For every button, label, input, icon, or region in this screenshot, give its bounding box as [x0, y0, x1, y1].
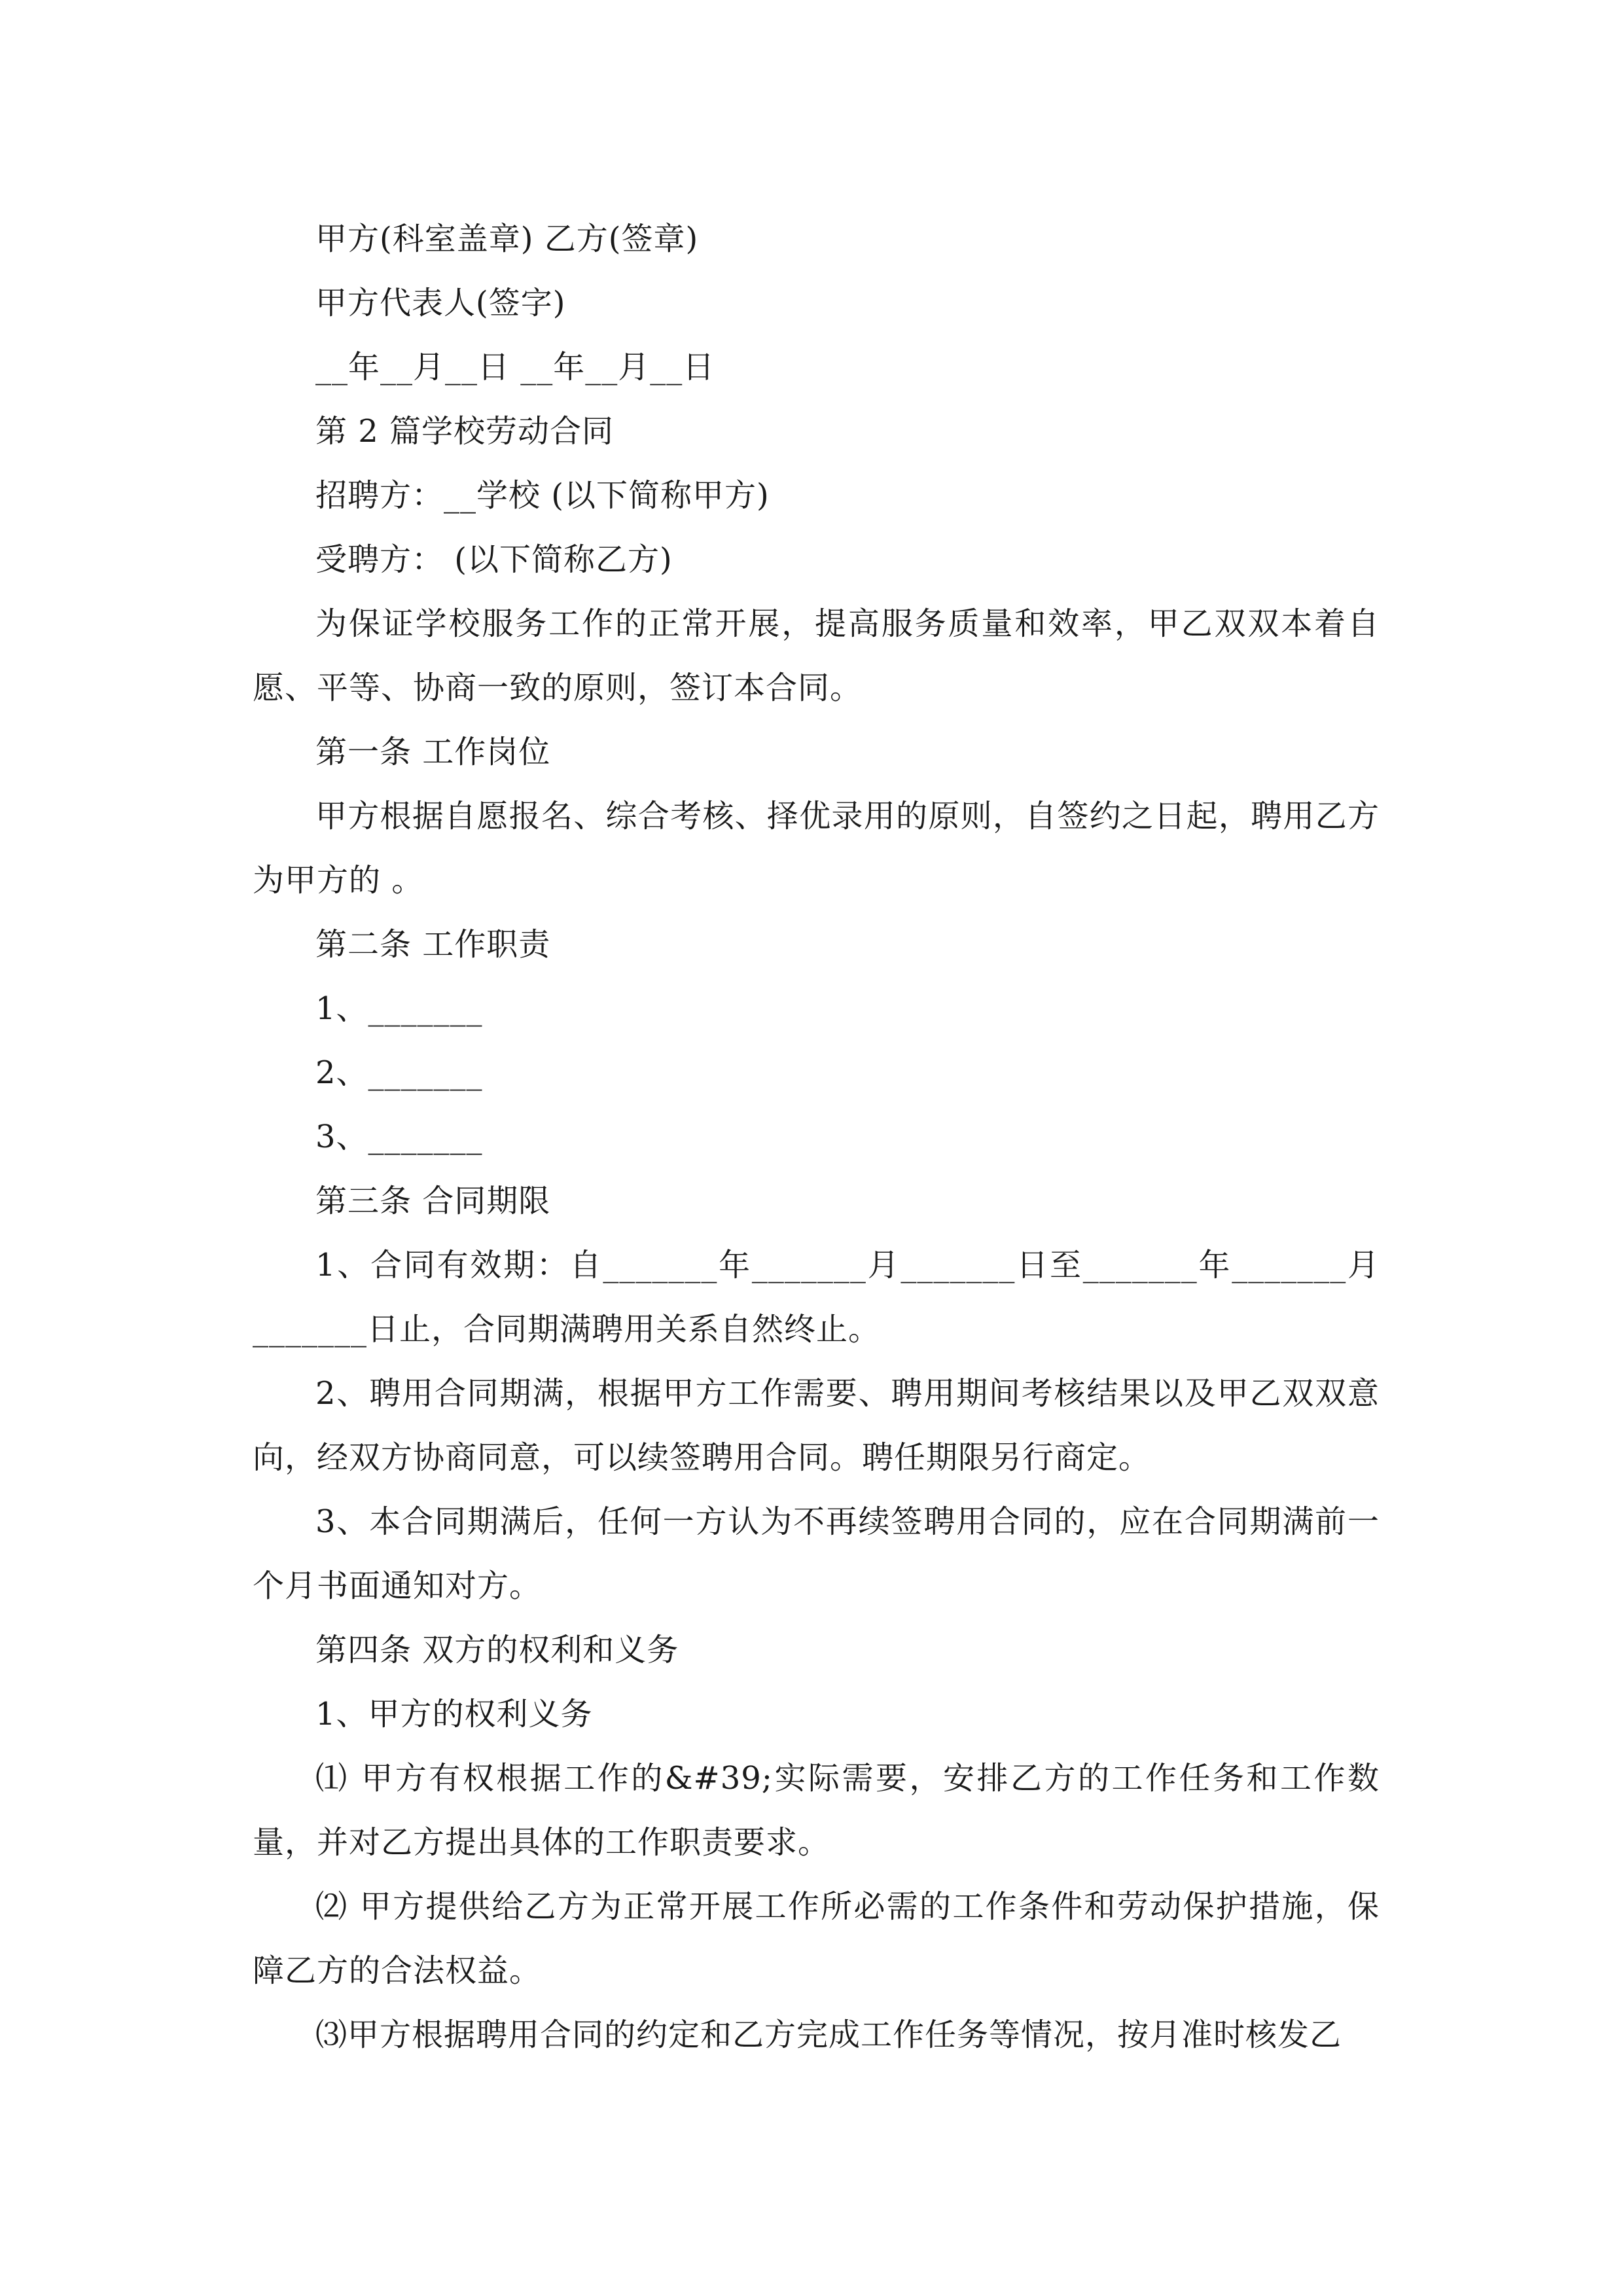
representative-signature-line: 甲方代表人(签字)	[315, 285, 566, 321]
article-3-heading: 第三条 合同期限	[315, 1183, 551, 1219]
article-4-heading: 第四条 双方的权利和义务	[315, 1632, 679, 1668]
duty-item-3: 3、_______	[315, 1119, 483, 1155]
party-a-clause-1: ⑴ 甲方有权根据工作的&#39;实际需要，安排乙方的工作任务和工作数量，并对乙方提出具体的工作职责要求。	[253, 1760, 1380, 1861]
party-a-clause-3: ⑶甲方根据聘用合同的约定和乙方完成工作任务等情况，按月准时核发乙	[315, 2017, 1342, 2053]
party-a-rights-heading: 1、甲方的权利义务	[315, 1696, 593, 1732]
employer-line: 招聘方：__学校 (以下简称甲方)	[315, 477, 770, 514]
article-1-paragraph: 甲方根据自愿报名、综合考核、择优录用的原则，自签约之日起，聘用乙方为甲方的 。	[253, 798, 1380, 899]
article-1-heading: 第一条 工作岗位	[315, 734, 551, 770]
term-clause-1: 1、合同有效期：自_______年_______月_______日至_______年_______月_______日止，合同期满聘用关系自然终止。	[253, 1247, 1380, 1348]
section-title: 第 2 篇学校劳动合同	[315, 413, 615, 450]
term-clause-2: 2、聘用合同期满，根据甲方工作需要、聘用期间考核结果以及甲乙双双意向，经双方协商同意，可以续签聘用合同。聘任期限另行商定。	[253, 1375, 1380, 1476]
article-2-heading: 第二条 工作职责	[315, 926, 551, 963]
term-clause-3: 3、本合同期满后，任何一方认为不再续签聘用合同的，应在合同期满前一个月书面通知对方。	[253, 1503, 1380, 1604]
duty-item-2: 2、_______	[315, 1054, 483, 1091]
party-a-clause-2: ⑵ 甲方提供给乙方为正常开展工作所必需的工作条件和劳动保护措施，保障乙方的合法权益。	[253, 1888, 1380, 1989]
signature-parties-line: 甲方(科室盖章) 乙方(签章)	[315, 221, 699, 257]
duty-item-1: 1、_______	[315, 990, 483, 1027]
date-line: __年__月__日 __年__月__日	[315, 349, 715, 386]
preamble-paragraph: 为保证学校服务工作的正常开展，提高服务质量和效率，甲乙双双本着自愿、平等、协商一致的原则，签订本合同。	[253, 605, 1380, 706]
employee-line: 受聘方： (以下简称乙方)	[315, 541, 673, 578]
document-body	[253, 207, 1380, 2067]
